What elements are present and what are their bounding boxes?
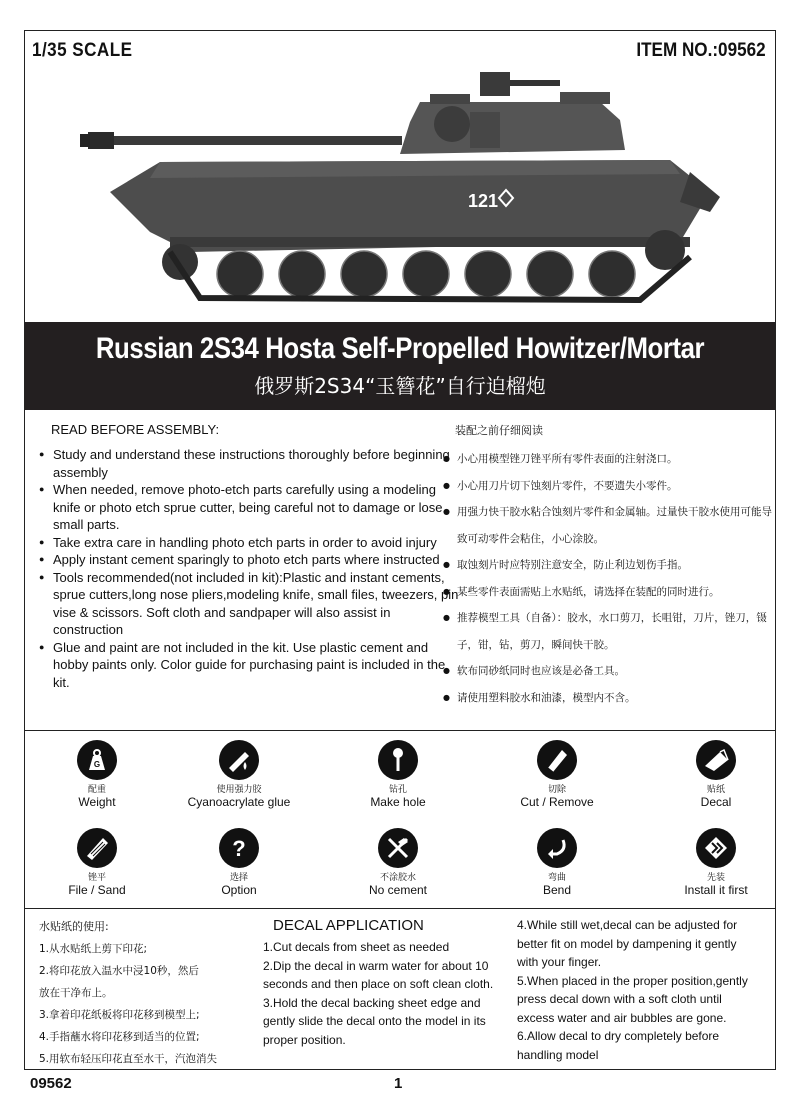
cyanoacrylate-glue-icon bbox=[225, 746, 253, 774]
instruction-cn: ● 小心用刀片切下蚀刻片零件，不要遗失小零件。 bbox=[443, 473, 773, 500]
decal-step-cn: 放在干净布上。 bbox=[39, 987, 113, 999]
decal-step-en: gently slide the decal onto the model in its bbox=[263, 1014, 486, 1028]
install-first-icon bbox=[702, 834, 730, 862]
legend-bend: 弯曲 Bend bbox=[477, 828, 637, 897]
legend-option: ? 选择 Option bbox=[159, 828, 319, 897]
legend-cyanoacrylate-glue: 使用强力胶 Cyanoacrylate glue bbox=[159, 740, 319, 809]
instructions-en bbox=[39, 446, 459, 691]
svg-text:G: G bbox=[93, 760, 101, 769]
instruction-en: ● Study and understand these instructions thoroughly before beginning assembly bbox=[39, 446, 459, 481]
decal-steps-cn bbox=[39, 938, 269, 1070]
legend-make-hole: 钻孔 Make hole bbox=[318, 740, 478, 809]
instructions-cn bbox=[443, 446, 773, 711]
decal-step-en: 4.While still wet,decal can be adjusted for bbox=[517, 918, 738, 932]
read-heading-en: READ BEFORE ASSEMBLY: bbox=[51, 422, 220, 437]
page-number: 1 bbox=[394, 1075, 403, 1092]
legend-no-cement: 不涂胶水 No cement bbox=[318, 828, 478, 897]
decal-step-cn: 2.将印花放入温水中浸10秒，然后 bbox=[39, 965, 199, 977]
decal-title-cn: 水贴纸的使用: bbox=[39, 920, 109, 933]
road-wheels bbox=[217, 251, 635, 297]
title-band bbox=[25, 322, 775, 410]
instruction-cn: ● 小心用模型锉刀锉平所有零件表面的注射浇口。 bbox=[443, 446, 773, 473]
legend-install-first: 先装 Install it first bbox=[636, 828, 796, 897]
instruction-cn: ● 取蚀刻片时应特别注意安全，防止利边划伤手指。 bbox=[443, 552, 773, 579]
section-divider bbox=[25, 730, 775, 731]
legend-decal: 贴纸 Decal bbox=[636, 740, 796, 809]
item-number: ITEM NO.:09562 bbox=[636, 40, 766, 61]
symbol-legend bbox=[25, 734, 775, 904]
legend-file-sand: 锉平 File / Sand bbox=[17, 828, 177, 897]
instruction-en: ● When needed, remove photo-etch parts carefully using a modeling knife or photo etch sprue cutter, being careful not to damage or lose small parts. bbox=[39, 481, 459, 534]
weight-icon bbox=[83, 746, 111, 774]
decal-step-en: proper position. bbox=[263, 1032, 346, 1047]
tank-illustration bbox=[80, 62, 740, 312]
decal-icon bbox=[702, 746, 730, 774]
decal-step-en: press decal down with a soft cloth until bbox=[517, 992, 722, 1006]
decal-steps-en-continued bbox=[517, 916, 767, 1064]
decal-step-en: 3.Hold the decal backing sheet edge and bbox=[263, 995, 481, 1010]
instruction-cn: ● 某些零件表面需贴上水贴纸，请选择在装配的同时进行。 bbox=[443, 579, 773, 606]
option-icon bbox=[225, 834, 253, 862]
decal-steps-en bbox=[263, 938, 523, 1049]
decal-step-cn: 3.拿着印花纸板将印花移到模型上; bbox=[39, 1009, 200, 1021]
instruction-en: ● Apply instant cement sparingly to photo etch parts where instructed bbox=[39, 551, 459, 569]
instruction-en: ● Take extra care in handling photo etch parts in order to avoid injury bbox=[39, 534, 459, 552]
instruction-cn: ● 推荐模型工具（自备）：胶水，水口剪刀，长咀钳，刀片，锉刀，镊子，钳，钻，剪刀，瞬间快干胶。 bbox=[443, 605, 773, 658]
cut-remove-icon bbox=[543, 746, 571, 774]
section-divider bbox=[25, 908, 775, 909]
decal-step-en: excess water and air bubbles are gone. bbox=[517, 1010, 727, 1025]
decal-title-en: DECAL APPLICATION bbox=[273, 917, 424, 934]
bend-icon bbox=[543, 834, 571, 862]
decal-application bbox=[25, 910, 775, 1070]
decal-step-cn: 4.手指蘸水将印花移到适当的位置; bbox=[39, 1031, 200, 1043]
hull-number: 121 bbox=[468, 191, 499, 211]
read-heading-cn: 装配之前仔细阅读 bbox=[455, 424, 543, 437]
footer-item-number: 09562 bbox=[30, 1075, 72, 1092]
decal-step-en: 2.Dip the decal in warm water for about 10 bbox=[263, 958, 489, 973]
decal-step-en: 6.Allow decal to dry completely before bbox=[517, 1029, 720, 1043]
svg-text:?: ? bbox=[232, 836, 246, 861]
decal-step-en: 5.When placed in the proper position,gently bbox=[517, 973, 748, 988]
decal-step-en: seconds and then place on soft clean cloth. bbox=[263, 977, 494, 991]
instruction-en: ● Tools recommended(not included in kit):Plastic and instant cements, sprue cutters,long nose pliers,modeling knife, small files, tweezers, pin vise & scissors. Soft cloth and sandpaper will also assist in construction bbox=[39, 569, 459, 639]
scale-label: 1/35 SCALE bbox=[32, 40, 133, 61]
decal-step-en: 1.Cut decals from sheet as needed bbox=[263, 940, 450, 954]
title-chinese: 俄罗斯2S34“玉簪花”自行迫榴炮 bbox=[254, 374, 546, 398]
instruction-en: ● Glue and paint are not included in the kit. Use plastic cement and hobby paints only. Color guide for purchasing paint is included in the kit. bbox=[39, 639, 459, 692]
make-hole-icon bbox=[384, 746, 412, 774]
decal-step-en: better fit on model by dampening it gently bbox=[517, 936, 737, 951]
instruction-cn: ● 用强力快干胶水粘合蚀刻片零件和金属轴。过量快干胶水使用可能导致可动零件会粘住，小心涂胶。 bbox=[443, 499, 773, 552]
decal-step-cn: 5.用软布轻压印花直至水干，汽泡消失 bbox=[39, 1053, 218, 1065]
read-before-assembly bbox=[25, 410, 775, 730]
legend-weight: G 配重 Weight bbox=[17, 740, 177, 809]
instruction-cn: ● 软布同砂纸同时也应该是必备工具。 bbox=[443, 658, 773, 685]
decal-step-en: handling model bbox=[517, 1047, 599, 1062]
no-cement-icon bbox=[384, 834, 412, 862]
decal-step-cn: 1.从水贴纸上剪下印花; bbox=[39, 943, 148, 955]
decal-step-en: with your finger. bbox=[517, 955, 602, 969]
legend-cut-remove: 切除 Cut / Remove bbox=[477, 740, 637, 809]
instruction-cn: ● 请使用塑料胶水和油漆，模型内不含。 bbox=[443, 685, 773, 712]
file-sand-icon bbox=[83, 834, 111, 862]
title-english: Russian 2S34 Hosta Self-Propelled Howitzer/Mortar bbox=[95, 332, 705, 365]
